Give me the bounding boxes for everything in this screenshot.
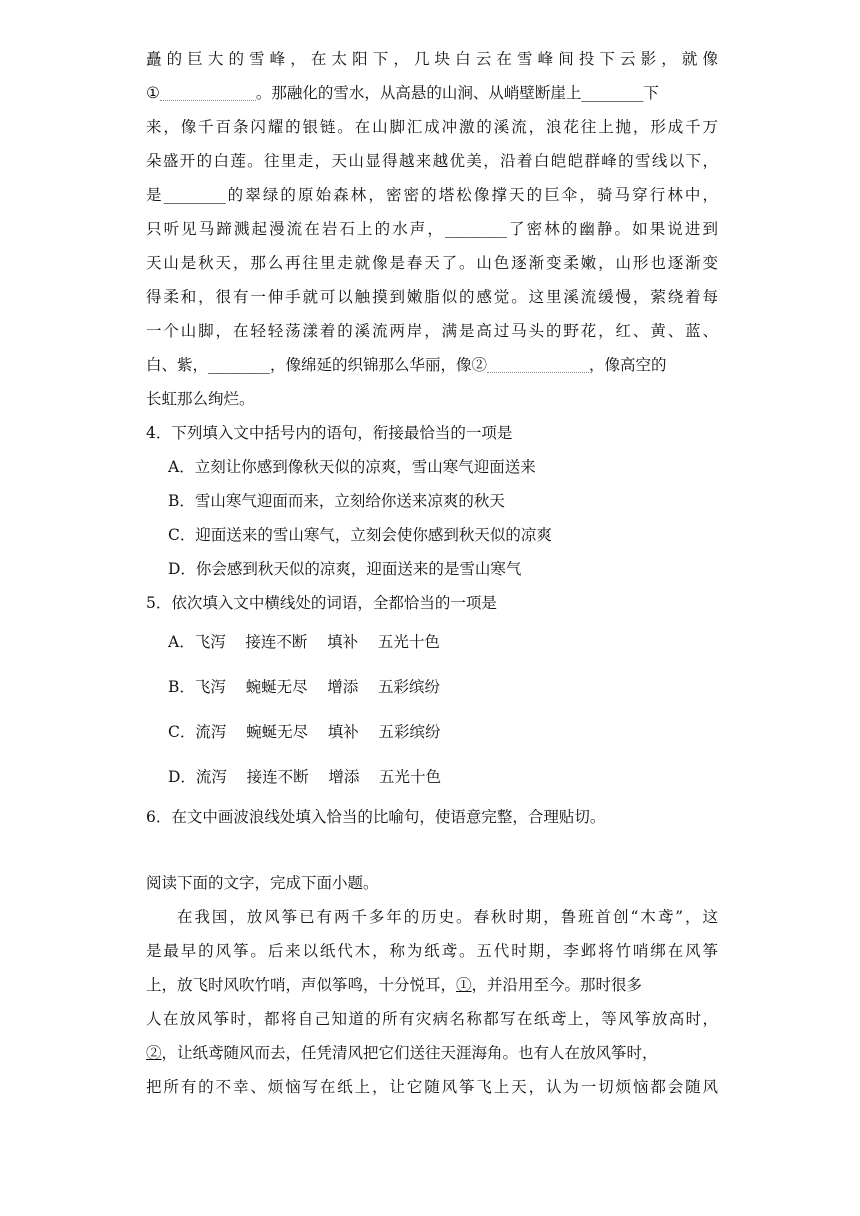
question-stem: 6．在文中画波浪线处填入恰当的比喻句，使语意完整，合理贴切。 bbox=[146, 808, 606, 826]
reading-intro: 阅读下面的文字，完成下面小题。 bbox=[146, 874, 379, 892]
option-a: A．立刻让你感到像秋天似的凉爽，雪山寒气迎面送来 bbox=[168, 458, 536, 476]
passage-line bbox=[146, 1036, 718, 1070]
passage-line: 来，像千百条闪耀的银链。在山脚汇成冲激的溪流，浪花往上抛，形成千万 bbox=[146, 118, 718, 136]
passage-line: 一个山脚，在轻轻荡漾着的溪流两岸，满是高过马头的野花，红、黄、蓝、 bbox=[146, 322, 718, 340]
blank-marker-1: ① bbox=[146, 84, 160, 102]
passage-line-text: ，让纸鸢随风而去，任凭清风把它们送往天涯海角。也有人在放风筝时， bbox=[161, 1044, 658, 1062]
option-a: A．飞泻 接连不断 填补 五光十色 bbox=[168, 633, 440, 651]
passage-line bbox=[146, 348, 718, 382]
question-6 bbox=[146, 800, 718, 834]
option-d: D．流泻 接连不断 增添 五光十色 bbox=[168, 768, 442, 786]
passage-line-text: 白、紫，________，像绵延的织锦那么华丽，像 bbox=[146, 356, 472, 374]
passage-line: 把所有的不幸、烦恼写在纸上，让它随风筝飞上天，认为一切烦恼都会随风 bbox=[146, 1078, 718, 1096]
question-5 bbox=[146, 586, 718, 800]
wavy-blank-2 bbox=[487, 354, 589, 373]
passage-2 bbox=[146, 866, 718, 1104]
passage-line-text: 。那融化的雪水，从高悬的山涧、从峭壁断崖上________下 bbox=[255, 84, 659, 102]
passage-line: 矗的巨大的雪峰，在太阳下，几块白云在雪峰间投下云影，就像 bbox=[146, 50, 718, 68]
question-stem: 5．依次填入文中横线处的词语，全都恰当的一项是 bbox=[146, 594, 497, 612]
passage-line: 天山是秋天，那么再往里走就像是春天了。山色逐渐变柔嫩，山形也逐渐变 bbox=[146, 254, 718, 272]
passage-line bbox=[146, 76, 718, 110]
option-b: B．飞泻 蜿蜒无尽 增添 五彩缤纷 bbox=[168, 678, 441, 696]
section-gap bbox=[146, 834, 718, 866]
passage-line: 是最早的风筝。后来以纸代木，称为纸鸢。五代时期，李邺将竹哨绑在风筝 bbox=[146, 942, 718, 960]
passage-line: 长虹那么绚烂。 bbox=[146, 390, 255, 408]
question-4 bbox=[146, 416, 718, 586]
option-c: C．流泻 蜿蜒无尽 填补 五彩缤纷 bbox=[168, 723, 441, 741]
blank-marker-2: ② bbox=[146, 1044, 162, 1062]
option-c: C．迎面送来的雪山寒气，立刻会使你感到秋天似的凉爽 bbox=[168, 526, 552, 544]
passage-line-text: ，像高空的 bbox=[589, 356, 667, 374]
wavy-blank-1 bbox=[160, 82, 256, 101]
option-d: D．你会感到秋天似的凉爽，迎面送来的是雪山寒气 bbox=[168, 560, 522, 578]
passage-line: 是________的翠绿的原始森林，密密的塔松像撑天的巨伞，骑马穿行林中， bbox=[146, 186, 718, 204]
passage-line: 人在放风筝时，都将自己知道的所有灾病名称都写在纸鸢上，等风筝放高时， bbox=[146, 1010, 718, 1028]
passage-line: 在我国，放风筝已有两千多年的历史。春秋时期，鲁班首创“木鸢”，这 bbox=[177, 908, 718, 926]
passage-line bbox=[146, 968, 718, 1002]
document-content bbox=[146, 42, 718, 1104]
passage-1 bbox=[146, 42, 718, 416]
question-stem: 4．下列填入文中括号内的语句，衔接最恰当的一项是 bbox=[146, 424, 513, 442]
passage-line: 朵盛开的白莲。往里走，天山显得越来越优美，沿着白皑皑群峰的雪线以下， bbox=[146, 152, 718, 170]
passage-line-text: 上，放飞时风吹竹哨，声似筝鸣，十分悦耳， bbox=[146, 976, 457, 994]
option-b: B．雪山寒气迎面而来，立刻给你送来凉爽的秋天 bbox=[168, 492, 505, 510]
passage-line: 得柔和，很有一伸手就可以触摸到嫩脂似的感觉。这里溪流缓慢，萦绕着每 bbox=[146, 288, 718, 306]
blank-marker-1: ① bbox=[456, 976, 472, 994]
blank-marker-2: ② bbox=[471, 356, 488, 374]
passage-line: 只听见马蹄溅起漫流在岩石上的水声，________了密林的幽静。如果说进到 bbox=[146, 220, 718, 238]
passage-line-text: ，并沿用至今。那时很多 bbox=[471, 976, 643, 994]
